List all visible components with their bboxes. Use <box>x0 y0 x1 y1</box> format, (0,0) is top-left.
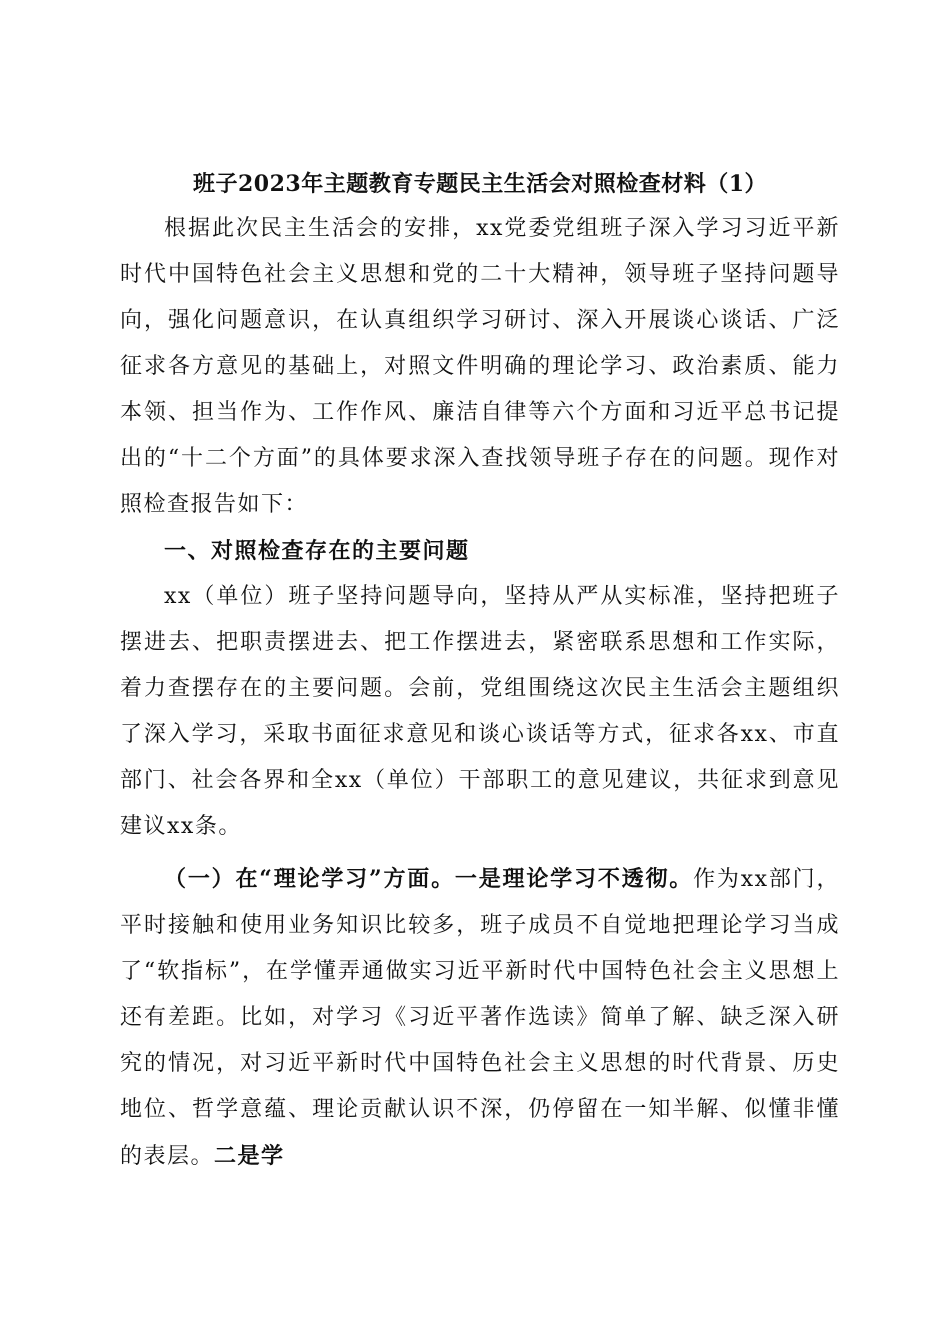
theory-study-paragraph <box>120 856 840 1180</box>
document-title: 班子2023年主题教育专题民主生活会对照检查材料（1） <box>192 171 768 197</box>
subsection-lead: （一）在“理论学习”方面。 <box>164 866 455 892</box>
section-heading: 一、对照检查存在的主要问题 <box>164 538 470 564</box>
point-one-title: 一是理论学习不透彻。 <box>454 866 694 892</box>
document-body <box>120 162 840 1180</box>
section-body-paragraph: xx（单位）班子坚持问题导向，坚持从严从实标准，坚持把班子摆进去、把职责摆进去、把工作摆进去，紧密联系思想和工作实际，着力查摆存在的主要问题。会前，党组围绕这次民主生活会主题组织了深入学习，采取书面征求意见和谈心谈话等方式，征求各xx、市直部门、社会各界和全xx（单位）干部职工的意见建议，共征求到意见建议xx条。 <box>120 584 840 839</box>
point-two-title: 二是学 <box>214 1143 285 1169</box>
intro-paragraph: 根据此次民主生活会的安排，xx党委党组班子深入学习习近平新时代中国特色社会主义思想和党的二十大精神，领导班子坚持问题导向，强化问题意识，在认真组织学习研讨、深入开展谈心谈话、广泛征求各方意见的基础上，对照文件明确的理论学习、政治素质、能力本领、担当作为、工作作风、廉洁自律等六个方面和习近平总书记提出的“十二个方面”的具体要求深入查找领导班子存在的问题。现作对照检查报告如下： <box>120 216 840 517</box>
point-one-body: 作为xx部门，平时接触和使用业务知识比较多，班子成员不自觉地把理论学习当成了“软指标”，在学懂弄通做实习近平新时代中国特色社会主义思想上还有差距。比如，对学习《习近平著作选读》简单了解、缺乏深入研究的情况，对习近平新时代中国特色社会主义思想的时代背景、历史地位、哲学意蕴、理论贡献认识不深，仍停留在一知半解、似懂非懂的表层。 <box>120 867 840 1169</box>
